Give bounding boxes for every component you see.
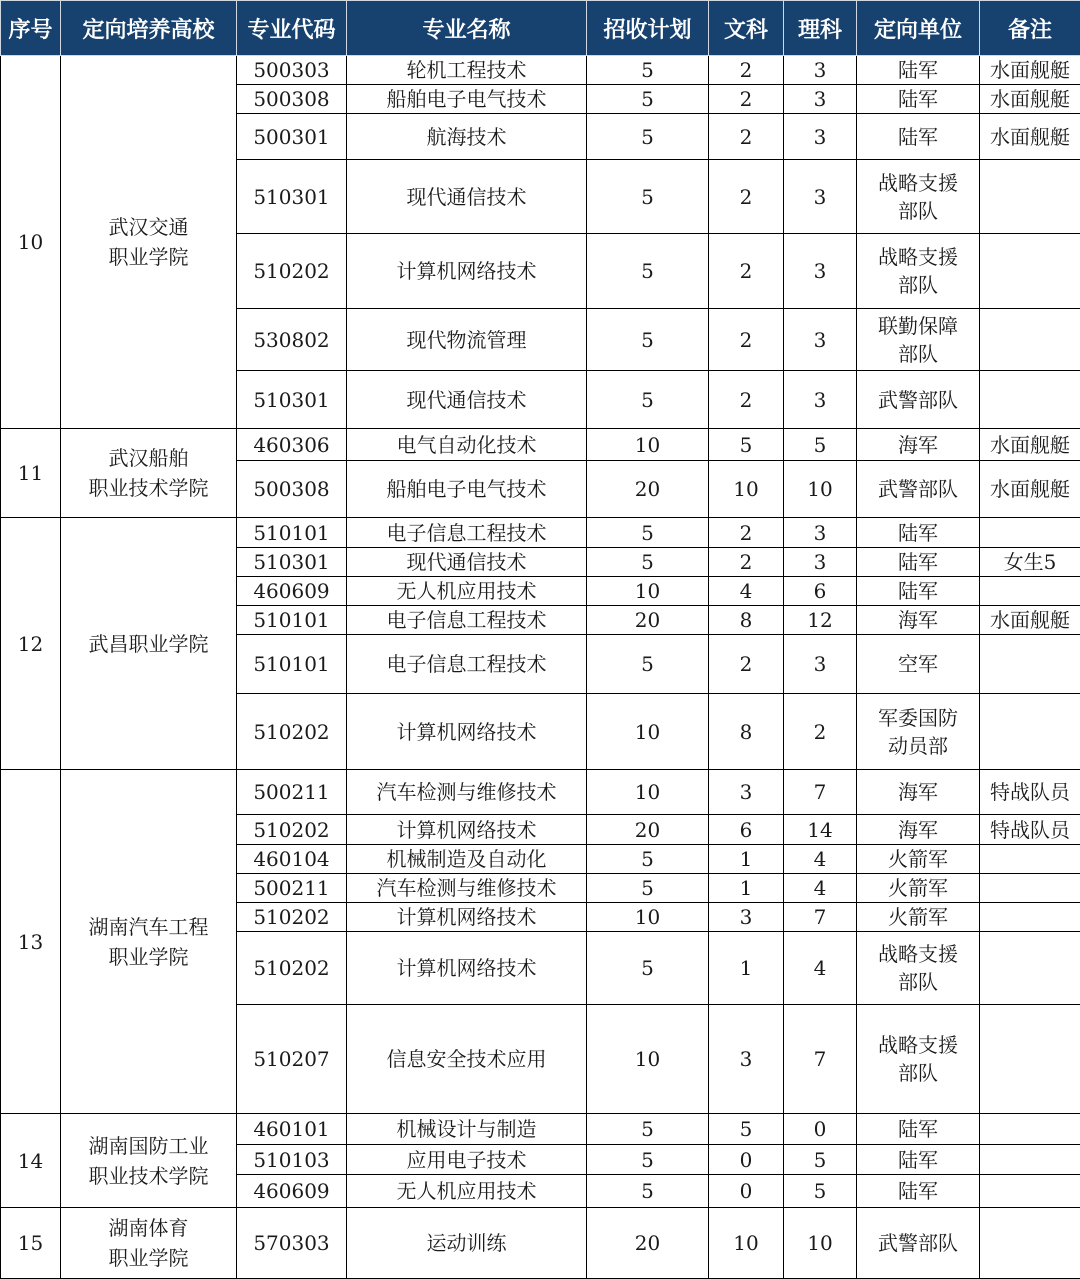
unit-name-line: 海军 [898, 433, 938, 457]
plan-cell: 10 [587, 1005, 709, 1114]
header-science: 理科 [784, 1, 857, 56]
unit-name-line: 部队 [898, 199, 938, 223]
science-count-cell: 3 [784, 85, 857, 114]
unit-name-line: 战略支援 [878, 942, 958, 966]
science-count-cell: 14 [784, 815, 857, 845]
arts-count-cell: 2 [709, 160, 784, 234]
major-name-cell: 汽车检测与维修技术 [347, 874, 587, 903]
plan-cell: 5 [587, 548, 709, 577]
header-row [1, 1, 1080, 56]
science-count-cell: 7 [784, 770, 857, 815]
unit-cell [857, 85, 980, 114]
table-row [1, 518, 1080, 548]
unit-name-line: 陆军 [898, 1117, 938, 1141]
plan-cell: 5 [587, 114, 709, 160]
major-code-cell: 510103 [237, 1145, 347, 1175]
note-cell: 水面舰艇 [980, 429, 1080, 461]
major-code-cell: 510301 [237, 548, 347, 577]
unit-cell [857, 932, 980, 1005]
school-name-line: 湖南国防工业 [89, 1134, 209, 1158]
science-count-cell: 5 [784, 1175, 857, 1208]
science-count-cell: 5 [784, 1145, 857, 1175]
major-code-cell: 460609 [237, 577, 347, 606]
arts-count-cell: 8 [709, 694, 784, 770]
seq-cell: 11 [1, 429, 61, 518]
science-count-cell: 3 [784, 548, 857, 577]
note-cell: 特战队员 [980, 770, 1080, 815]
arts-count-cell: 8 [709, 606, 784, 635]
major-name-cell: 船舶电子电气技术 [347, 85, 587, 114]
major-code-cell: 510101 [237, 518, 347, 548]
science-count-cell: 3 [784, 114, 857, 160]
unit-name-line: 火箭军 [888, 847, 948, 871]
plan-cell: 20 [587, 1208, 709, 1279]
unit-name-line: 陆军 [898, 58, 938, 82]
header-school: 定向培养高校 [61, 1, 237, 56]
arts-count-cell: 0 [709, 1145, 784, 1175]
arts-count-cell: 0 [709, 1175, 784, 1208]
unit-name-line: 陆军 [898, 125, 938, 149]
science-count-cell: 3 [784, 371, 857, 429]
science-count-cell: 12 [784, 606, 857, 635]
major-name-cell: 计算机网络技术 [347, 815, 587, 845]
major-name-cell: 应用电子技术 [347, 1145, 587, 1175]
note-cell [980, 635, 1080, 694]
note-cell [980, 1005, 1080, 1114]
school-cell [61, 770, 237, 1114]
major-code-cell: 510202 [237, 932, 347, 1005]
plan-cell: 10 [587, 903, 709, 932]
science-count-cell: 10 [784, 1208, 857, 1279]
major-code-cell: 570303 [237, 1208, 347, 1279]
plan-cell: 5 [587, 160, 709, 234]
major-code-cell: 510202 [237, 815, 347, 845]
note-cell [980, 234, 1080, 309]
school-name-line: 职业技术学院 [89, 1164, 209, 1188]
unit-name-line: 部队 [898, 970, 938, 994]
major-name-cell: 现代物流管理 [347, 309, 587, 371]
major-code-cell: 510101 [237, 635, 347, 694]
plan-cell: 5 [587, 874, 709, 903]
unit-name-line: 海军 [898, 818, 938, 842]
school-name-line: 职业学院 [109, 245, 189, 269]
school-cell [61, 518, 237, 770]
arts-count-cell: 2 [709, 548, 784, 577]
table-row [1, 1114, 1080, 1145]
note-cell: 水面舰艇 [980, 606, 1080, 635]
unit-name-line: 部队 [898, 1061, 938, 1085]
arts-count-cell: 10 [709, 461, 784, 518]
major-name-cell: 现代通信技术 [347, 371, 587, 429]
plan-cell: 20 [587, 606, 709, 635]
unit-name-line: 陆军 [898, 1148, 938, 1172]
plan-cell: 5 [587, 234, 709, 309]
unit-cell [857, 429, 980, 461]
unit-name-line: 空军 [898, 652, 938, 676]
science-count-cell: 3 [784, 234, 857, 309]
unit-name-line: 海军 [898, 780, 938, 804]
major-code-cell: 530802 [237, 309, 347, 371]
major-code-cell: 510202 [237, 694, 347, 770]
major-name-cell: 电气自动化技术 [347, 429, 587, 461]
unit-name-line: 陆军 [898, 521, 938, 545]
plan-cell: 20 [587, 815, 709, 845]
arts-count-cell: 2 [709, 114, 784, 160]
unit-name-line: 战略支援 [878, 171, 958, 195]
note-cell [980, 1208, 1080, 1279]
school-name-line: 湖南体育 [109, 1216, 189, 1240]
note-cell [980, 1175, 1080, 1208]
unit-cell [857, 56, 980, 85]
unit-cell [857, 903, 980, 932]
major-name-cell: 电子信息工程技术 [347, 518, 587, 548]
note-cell [980, 160, 1080, 234]
unit-name-line: 战略支援 [878, 1033, 958, 1057]
plan-cell: 5 [587, 635, 709, 694]
major-code-cell: 500211 [237, 770, 347, 815]
major-name-cell: 计算机网络技术 [347, 903, 587, 932]
unit-name-line: 动员部 [888, 734, 948, 758]
unit-cell [857, 461, 980, 518]
major-name-cell: 计算机网络技术 [347, 694, 587, 770]
arts-count-cell: 2 [709, 518, 784, 548]
arts-count-cell: 1 [709, 932, 784, 1005]
note-cell [980, 518, 1080, 548]
unit-cell [857, 548, 980, 577]
plan-cell: 5 [587, 309, 709, 371]
science-count-cell: 5 [784, 429, 857, 461]
plan-cell: 5 [587, 518, 709, 548]
major-code-cell: 510202 [237, 234, 347, 309]
note-cell: 水面舰艇 [980, 461, 1080, 518]
header-unit: 定向单位 [857, 1, 980, 56]
unit-name-line: 海军 [898, 608, 938, 632]
unit-cell [857, 577, 980, 606]
unit-cell [857, 845, 980, 874]
arts-count-cell: 5 [709, 429, 784, 461]
note-cell [980, 932, 1080, 1005]
unit-cell [857, 518, 980, 548]
header-note: 备注 [980, 1, 1080, 56]
header-arts: 文科 [709, 1, 784, 56]
science-count-cell: 3 [784, 56, 857, 85]
plan-cell: 5 [587, 932, 709, 1005]
science-count-cell: 6 [784, 577, 857, 606]
arts-count-cell: 10 [709, 1208, 784, 1279]
unit-cell [857, 371, 980, 429]
unit-name-line: 陆军 [898, 87, 938, 111]
major-code-cell: 500308 [237, 461, 347, 518]
major-code-cell: 460101 [237, 1114, 347, 1145]
arts-count-cell: 2 [709, 309, 784, 371]
note-cell [980, 309, 1080, 371]
header-plan: 招收计划 [587, 1, 709, 56]
school-name-line: 武汉船舶 [109, 446, 189, 470]
arts-count-cell: 2 [709, 371, 784, 429]
unit-cell [857, 874, 980, 903]
major-code-cell: 510202 [237, 903, 347, 932]
arts-count-cell: 2 [709, 234, 784, 309]
school-cell [61, 1208, 237, 1279]
major-name-cell: 机械制造及自动化 [347, 845, 587, 874]
major-name-cell: 无人机应用技术 [347, 1175, 587, 1208]
major-name-cell: 运动训练 [347, 1208, 587, 1279]
unit-cell [857, 114, 980, 160]
seq-cell: 12 [1, 518, 61, 770]
plan-cell: 5 [587, 85, 709, 114]
major-code-cell: 460306 [237, 429, 347, 461]
school-name-line: 武汉交通 [109, 215, 189, 239]
note-cell: 水面舰艇 [980, 56, 1080, 85]
plan-cell: 20 [587, 461, 709, 518]
major-name-cell: 航海技术 [347, 114, 587, 160]
major-code-cell: 500301 [237, 114, 347, 160]
seq-cell: 13 [1, 770, 61, 1114]
major-code-cell: 510207 [237, 1005, 347, 1114]
header-major-code: 专业代码 [237, 1, 347, 56]
unit-cell [857, 635, 980, 694]
unit-cell [857, 1005, 980, 1114]
unit-cell [857, 815, 980, 845]
plan-cell: 5 [587, 1175, 709, 1208]
major-code-cell: 500211 [237, 874, 347, 903]
school-cell [61, 429, 237, 518]
science-count-cell: 10 [784, 461, 857, 518]
major-name-cell: 现代通信技术 [347, 160, 587, 234]
note-cell: 水面舰艇 [980, 85, 1080, 114]
science-count-cell: 3 [784, 518, 857, 548]
note-cell [980, 371, 1080, 429]
major-name-cell: 电子信息工程技术 [347, 635, 587, 694]
unit-cell [857, 1114, 980, 1145]
school-name-line: 武昌职业学院 [89, 632, 209, 656]
plan-cell: 5 [587, 371, 709, 429]
header-major-name: 专业名称 [347, 1, 587, 56]
note-cell: 水面舰艇 [980, 114, 1080, 160]
science-count-cell: 7 [784, 1005, 857, 1114]
unit-name-line: 陆军 [898, 1179, 938, 1203]
major-name-cell: 计算机网络技术 [347, 234, 587, 309]
unit-cell [857, 1175, 980, 1208]
unit-cell [857, 160, 980, 234]
note-cell [980, 1114, 1080, 1145]
seq-cell: 14 [1, 1114, 61, 1208]
table-row [1, 429, 1080, 461]
plan-cell: 10 [587, 694, 709, 770]
table-row [1, 56, 1080, 85]
note-cell: 女生5 [980, 548, 1080, 577]
arts-count-cell: 1 [709, 845, 784, 874]
seq-cell: 10 [1, 56, 61, 429]
table-row [1, 1208, 1080, 1279]
major-name-cell: 汽车检测与维修技术 [347, 770, 587, 815]
unit-name-line: 部队 [898, 342, 938, 366]
table-body [1, 56, 1080, 1279]
note-cell [980, 694, 1080, 770]
unit-cell [857, 309, 980, 371]
plan-cell: 5 [587, 56, 709, 85]
major-name-cell: 计算机网络技术 [347, 932, 587, 1005]
arts-count-cell: 2 [709, 635, 784, 694]
arts-count-cell: 6 [709, 815, 784, 845]
unit-name-line: 火箭军 [888, 876, 948, 900]
science-count-cell: 3 [784, 309, 857, 371]
note-cell: 特战队员 [980, 815, 1080, 845]
unit-cell [857, 694, 980, 770]
school-name-line: 职业学院 [109, 1246, 189, 1270]
header-seq: 序号 [1, 1, 61, 56]
note-cell [980, 1145, 1080, 1175]
major-code-cell: 460104 [237, 845, 347, 874]
unit-name-line: 武警部队 [878, 477, 958, 501]
unit-cell [857, 234, 980, 309]
plan-cell: 10 [587, 577, 709, 606]
unit-cell [857, 770, 980, 815]
major-name-cell: 轮机工程技术 [347, 56, 587, 85]
major-code-cell: 510301 [237, 160, 347, 234]
major-code-cell: 460609 [237, 1175, 347, 1208]
science-count-cell: 7 [784, 903, 857, 932]
unit-cell [857, 1208, 980, 1279]
major-name-cell: 无人机应用技术 [347, 577, 587, 606]
arts-count-cell: 2 [709, 56, 784, 85]
major-name-cell: 船舶电子电气技术 [347, 461, 587, 518]
school-name-line: 湖南汽车工程 [89, 915, 209, 939]
unit-name-line: 陆军 [898, 579, 938, 603]
note-cell [980, 577, 1080, 606]
arts-count-cell: 1 [709, 874, 784, 903]
arts-count-cell: 2 [709, 85, 784, 114]
unit-name-line: 陆军 [898, 550, 938, 574]
unit-name-line: 部队 [898, 273, 938, 297]
science-count-cell: 3 [784, 635, 857, 694]
arts-count-cell: 3 [709, 770, 784, 815]
major-name-cell: 机械设计与制造 [347, 1114, 587, 1145]
arts-count-cell: 5 [709, 1114, 784, 1145]
unit-name-line: 联勤保障 [878, 314, 958, 338]
science-count-cell: 0 [784, 1114, 857, 1145]
arts-count-cell: 3 [709, 1005, 784, 1114]
major-code-cell: 510101 [237, 606, 347, 635]
unit-cell [857, 606, 980, 635]
plan-cell: 5 [587, 1114, 709, 1145]
science-count-cell: 2 [784, 694, 857, 770]
science-count-cell: 4 [784, 874, 857, 903]
school-cell [61, 56, 237, 429]
plan-cell: 10 [587, 429, 709, 461]
unit-name-line: 武警部队 [878, 1231, 958, 1255]
unit-name-line: 战略支援 [878, 245, 958, 269]
unit-name-line: 火箭军 [888, 905, 948, 929]
plan-cell: 5 [587, 1145, 709, 1175]
science-count-cell: 4 [784, 932, 857, 1005]
unit-name-line: 武警部队 [878, 388, 958, 412]
unit-name-line: 军委国防 [878, 706, 958, 730]
table-row [1, 770, 1080, 815]
note-cell [980, 874, 1080, 903]
plan-cell: 10 [587, 770, 709, 815]
arts-count-cell: 3 [709, 903, 784, 932]
note-cell [980, 845, 1080, 874]
science-count-cell: 4 [784, 845, 857, 874]
major-code-cell: 500308 [237, 85, 347, 114]
major-code-cell: 500303 [237, 56, 347, 85]
seq-cell: 15 [1, 1208, 61, 1279]
school-cell [61, 1114, 237, 1208]
major-name-cell: 现代通信技术 [347, 548, 587, 577]
major-name-cell: 电子信息工程技术 [347, 606, 587, 635]
school-name-line: 职业技术学院 [89, 476, 209, 500]
major-name-cell: 信息安全技术应用 [347, 1005, 587, 1114]
major-code-cell: 510301 [237, 371, 347, 429]
note-cell [980, 903, 1080, 932]
science-count-cell: 3 [784, 160, 857, 234]
unit-cell [857, 1145, 980, 1175]
arts-count-cell: 4 [709, 577, 784, 606]
school-name-line: 职业学院 [109, 945, 189, 969]
plan-cell: 5 [587, 845, 709, 874]
